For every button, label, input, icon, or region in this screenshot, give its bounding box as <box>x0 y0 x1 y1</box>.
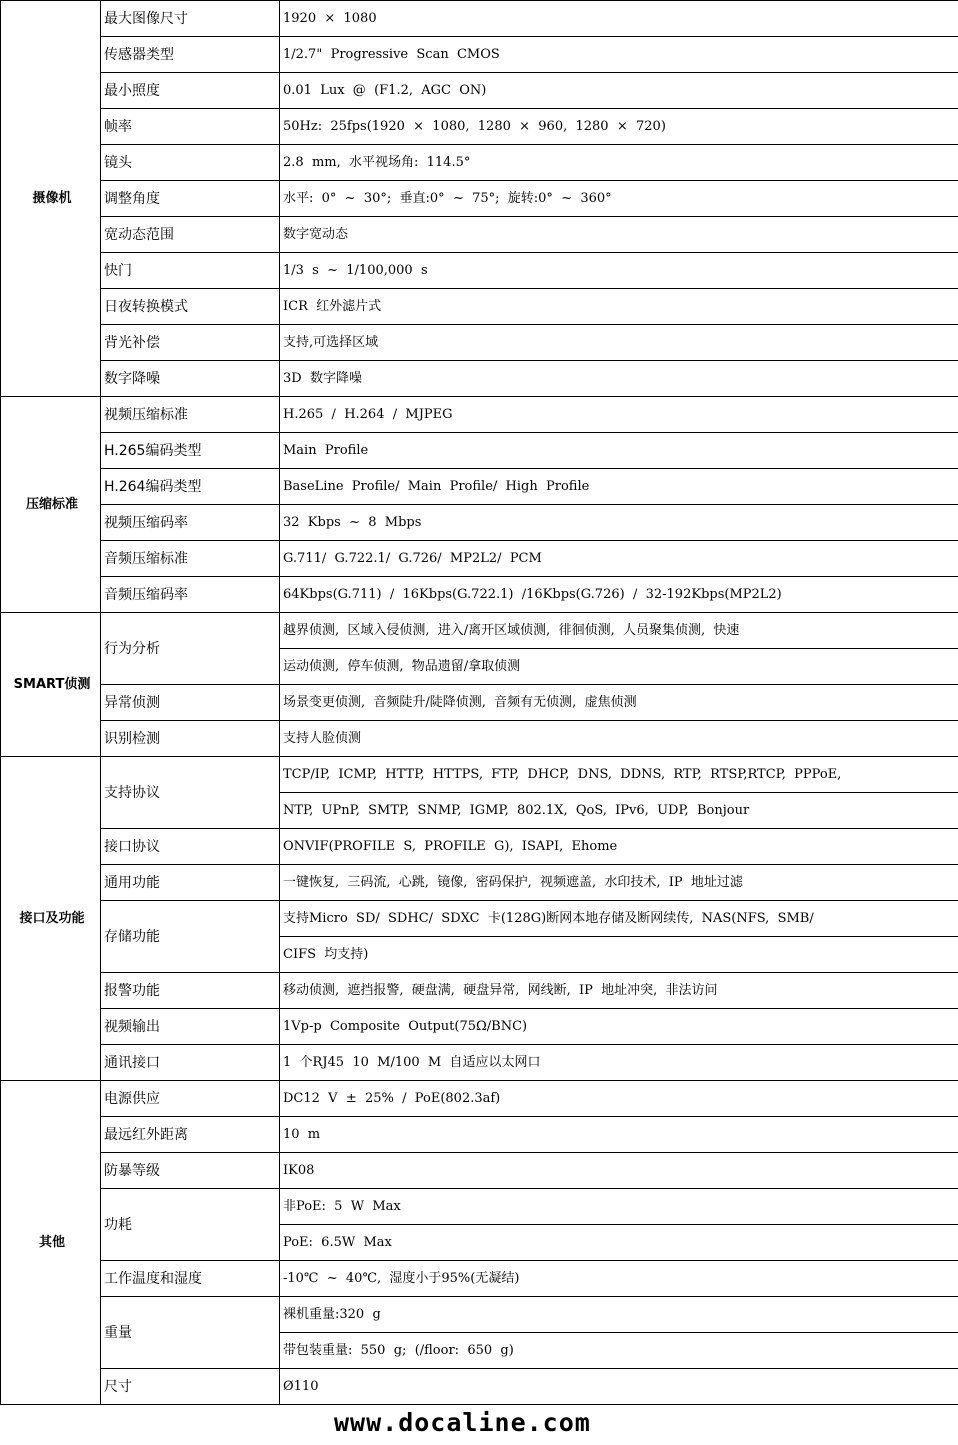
parameter-value: 50Hz: 25fps(1920 × 1080, 1280 × 960, 1280 × 720) <box>280 109 958 145</box>
parameter-value: 一键恢复, 三码流, 心跳, 镜像, 密码保护, 视频遮盖, 水印技术, IP 地址过滤 <box>280 865 958 901</box>
table-row <box>1 1045 958 1081</box>
parameter-name: 通用功能 <box>101 865 280 901</box>
parameter-value: 越界侦测, 区域入侵侦测, 进入/离开区域侦测, 徘徊侦测, 人员聚集侦测, 快速 <box>280 613 958 649</box>
parameter-value: 支持人脸侦测 <box>280 721 958 757</box>
table-row <box>1 181 958 217</box>
category-cell: 其他 <box>1 1081 101 1405</box>
parameter-value: IK08 <box>280 1153 958 1189</box>
table-row <box>1 757 958 793</box>
parameter-value: 1920 × 1080 <box>280 1 958 37</box>
table-row <box>1 433 958 469</box>
parameter-value: 运动侦测, 停车侦测, 物品遗留/拿取侦测 <box>280 649 958 685</box>
parameter-value: TCP/IP, ICMP, HTTP, HTTPS, FTP, DHCP, DNS, DDNS, RTP, RTSP,RTCP, PPPoE, <box>280 757 958 793</box>
table-row <box>1 1297 958 1333</box>
parameter-name: 异常侦测 <box>101 685 280 721</box>
parameter-value: 10 m <box>280 1117 958 1153</box>
table-row <box>1 1009 958 1045</box>
category-cell: SMART侦测 <box>1 613 101 757</box>
parameter-name: H.264编码类型 <box>101 469 280 505</box>
parameter-value: 3D 数字降噪 <box>280 361 958 397</box>
table-row <box>1 1261 958 1297</box>
parameter-name: 存储功能 <box>101 901 280 973</box>
table-row <box>1 829 958 865</box>
parameter-value: ICR 红外滤片式 <box>280 289 958 325</box>
parameter-value: Main Profile <box>280 433 958 469</box>
parameter-value: NTP, UPnP, SMTP, SNMP, IGMP, 802.1X, QoS, IPv6, UDP, Bonjour <box>280 793 958 829</box>
table-row <box>1 505 958 541</box>
parameter-name: 功耗 <box>101 1189 280 1261</box>
parameter-name: 音频压缩码率 <box>101 577 280 613</box>
parameter-value: 1Vp-p Composite Output(75Ω/BNC) <box>280 1009 958 1045</box>
category-cell: 摄像机 <box>1 1 101 397</box>
parameter-name: 支持协议 <box>101 757 280 829</box>
parameter-value: 2.8 mm, 水平视场角: 114.5° <box>280 145 958 181</box>
parameter-name: 背光补偿 <box>101 325 280 361</box>
table-row <box>1 577 958 613</box>
parameter-name: 视频压缩标准 <box>101 397 280 433</box>
parameter-name: 行为分析 <box>101 613 280 685</box>
parameter-value: 数字宽动态 <box>280 217 958 253</box>
parameter-value: CIFS 均支持) <box>280 937 958 973</box>
table-row <box>1 973 958 1009</box>
parameter-name: 视频输出 <box>101 1009 280 1045</box>
parameter-name: 传感器类型 <box>101 37 280 73</box>
parameter-value: PoE: 6.5W Max <box>280 1225 958 1261</box>
parameter-name: 帧率 <box>101 109 280 145</box>
table-row <box>1 397 958 433</box>
parameter-value: BaseLine Profile/ Main Profile/ High Profile <box>280 469 958 505</box>
parameter-value: ONVIF(PROFILE S, PROFILE G), ISAPI, Ehome <box>280 829 958 865</box>
parameter-name: 视频压缩码率 <box>101 505 280 541</box>
table-row <box>1 1369 958 1405</box>
parameter-value: 支持,可选择区域 <box>280 325 958 361</box>
table-row <box>1 1117 958 1153</box>
table-row <box>1 361 958 397</box>
parameter-value: DC12 V ± 25% / PoE(802.3af) <box>280 1081 958 1117</box>
table-row <box>1 541 958 577</box>
table-row <box>1 1189 958 1225</box>
parameter-name: 最远红外距离 <box>101 1117 280 1153</box>
parameter-name: 尺寸 <box>101 1369 280 1405</box>
parameter-value: 64Kbps(G.711) / 16Kbps(G.722.1) /16Kbps(G.726) / 32-192Kbps(MP2L2) <box>280 577 958 613</box>
table-row <box>1 469 958 505</box>
parameter-name: 镜头 <box>101 145 280 181</box>
table-row <box>1 325 958 361</box>
parameter-name: 报警功能 <box>101 973 280 1009</box>
category-cell: 接口及功能 <box>1 757 101 1081</box>
table-row <box>1 613 958 649</box>
parameter-value: Ø110 <box>280 1369 958 1405</box>
parameter-name: 防暴等级 <box>101 1153 280 1189</box>
parameter-name: 最小照度 <box>101 73 280 109</box>
parameter-name: 音频压缩标准 <box>101 541 280 577</box>
parameter-name: H.265编码类型 <box>101 433 280 469</box>
parameter-value: G.711/ G.722.1/ G.726/ MP2L2/ PCM <box>280 541 958 577</box>
parameter-name: 宽动态范围 <box>101 217 280 253</box>
parameter-value: -10℃ ~ 40℃, 湿度小于95%(无凝结) <box>280 1261 958 1297</box>
table-row <box>1 721 958 757</box>
parameter-value: 裸机重量:320 g <box>280 1297 958 1333</box>
table-row <box>1 73 958 109</box>
table-row <box>1 1 958 37</box>
parameter-name: 调整角度 <box>101 181 280 217</box>
parameter-value: 水平: 0° ~ 30°; 垂直:0° ~ 75°; 旋转:0° ~ 360° <box>280 181 958 217</box>
parameter-name: 接口协议 <box>101 829 280 865</box>
parameter-name: 识别检测 <box>101 721 280 757</box>
parameter-value: 32 Kbps ~ 8 Mbps <box>280 505 958 541</box>
table-row <box>1 1153 958 1189</box>
parameter-value: 支持Micro SD/ SDHC/ SDXC 卡(128G)断网本地存储及断网续传, NAS(NFS, SMB/ <box>280 901 958 937</box>
parameter-value: 1 个RJ45 10 M/100 M 自适应以太网口 <box>280 1045 958 1081</box>
table-row <box>1 865 958 901</box>
parameter-value: 1/2.7" Progressive Scan CMOS <box>280 37 958 73</box>
parameter-name: 日夜转换模式 <box>101 289 280 325</box>
table-row <box>1 253 958 289</box>
parameter-value: 0.01 Lux @ (F1.2, AGC ON) <box>280 73 958 109</box>
parameter-name: 最大图像尺寸 <box>101 1 280 37</box>
parameter-value: 场景变更侦测, 音频陡升/陡降侦测, 音频有无侦测, 虚焦侦测 <box>280 685 958 721</box>
table-row <box>1 901 958 937</box>
parameter-name: 电源供应 <box>101 1081 280 1117</box>
table-row <box>1 289 958 325</box>
table-row <box>1 37 958 73</box>
parameter-name: 快门 <box>101 253 280 289</box>
parameter-value: 1/3 s ~ 1/100,000 s <box>280 253 958 289</box>
parameter-value: 移动侦测, 遮挡报警, 硬盘满, 硬盘异常, 网线断, IP 地址冲突, 非法访问 <box>280 973 958 1009</box>
parameter-name: 数字降噪 <box>101 361 280 397</box>
table-row <box>1 217 958 253</box>
table-row <box>1 145 958 181</box>
parameter-value: H.265 / H.264 / MJPEG <box>280 397 958 433</box>
parameter-name: 工作温度和湿度 <box>101 1261 280 1297</box>
watermark: www.docaline.com <box>334 1408 591 1437</box>
parameter-name: 重量 <box>101 1297 280 1369</box>
table-row <box>1 685 958 721</box>
category-cell: 压缩标准 <box>1 397 101 613</box>
table-row <box>1 109 958 145</box>
parameter-value: 非PoE: 5 W Max <box>280 1189 958 1225</box>
spec-table-body <box>1 1 958 1405</box>
table-row <box>1 1081 958 1117</box>
parameter-name: 通讯接口 <box>101 1045 280 1081</box>
parameter-value: 带包装重量: 550 g; (/floor: 650 g) <box>280 1333 958 1369</box>
